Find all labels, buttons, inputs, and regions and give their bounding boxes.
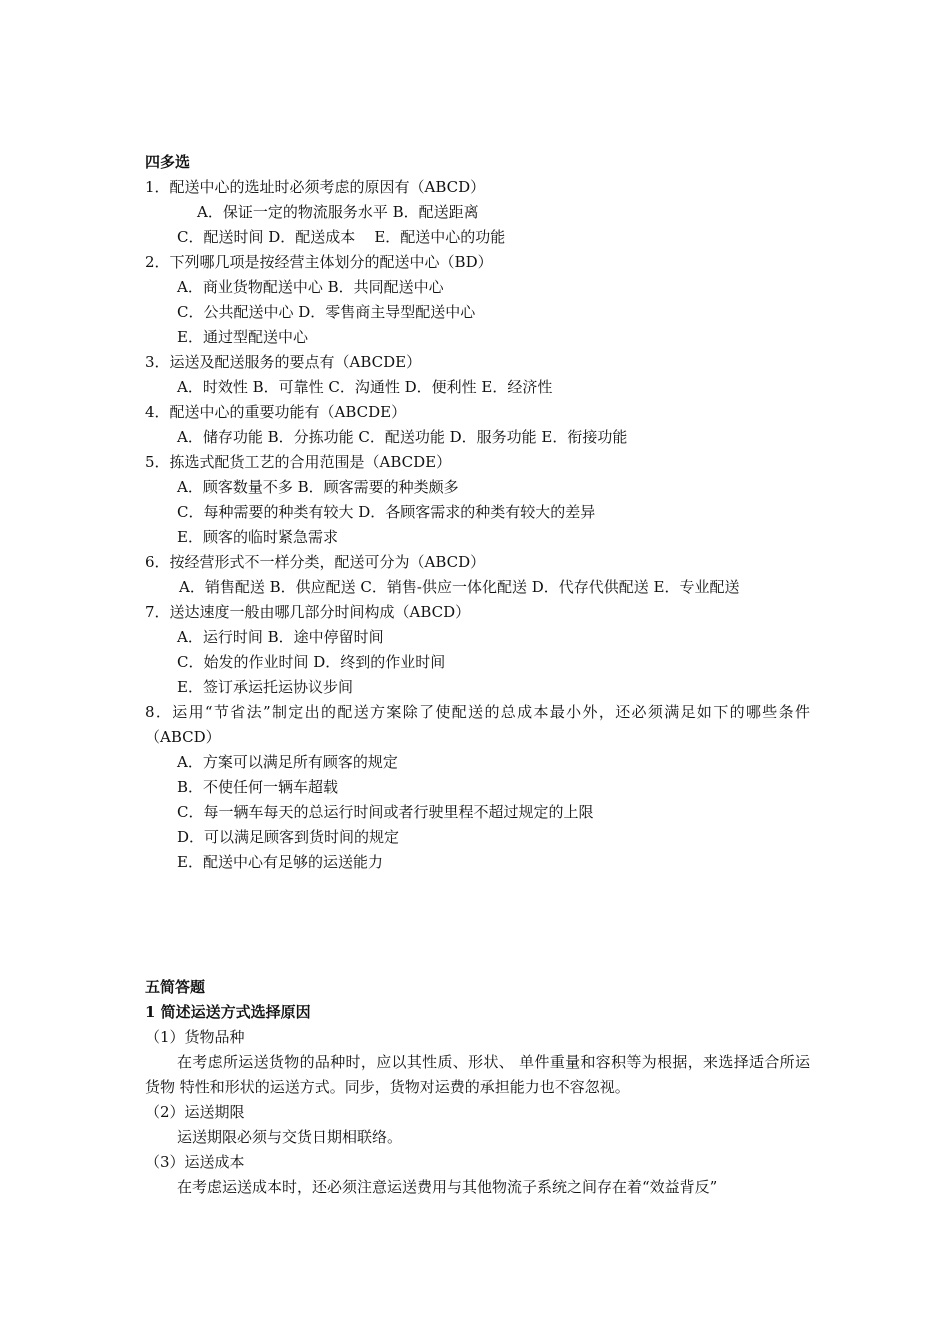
- paragraph: 在考虑所运送货物的品种时，应以其性质、形状、 单件重量和容积等为根据，来选择适合所运货物 特性和形状的运送方式。同步，货物对运费的承担能力也不容忽视。: [145, 1053, 810, 1096]
- question-1: 1．配送中心的选址时必须考虑的原因有（ABCD）: [145, 178, 486, 196]
- section-title: 五简答题: [145, 978, 206, 996]
- option-line: C．始发的作业时间 D．终到的作业时间: [177, 653, 446, 671]
- option-line: E．配送中心有足够的运送能力: [177, 853, 383, 871]
- question-2: 2．下列哪几项是按经营主体划分的配送中心（BD）: [145, 253, 493, 271]
- option-line: A．保证一定的物流服务水平 B．配送距离: [197, 203, 479, 221]
- option-line: C．每一辆车每天的总运行时间或者行驶里程不超过规定的上限: [177, 803, 594, 821]
- option-line: A．顾客数量不多 B．顾客需要的种类颇多: [177, 478, 459, 496]
- option-line: A．商业货物配送中心 B．共同配送中心: [177, 278, 444, 296]
- option-line: C．配送时间 D．配送成本 E．配送中心的功能: [177, 228, 506, 246]
- question-5: 5．拣选式配货工艺的合用范围是（ABCDE）: [145, 453, 452, 471]
- option-line: E．顾客的临时紧急需求: [177, 528, 338, 546]
- subheading: （3）运送成本: [145, 1153, 245, 1171]
- section-title: 四多选: [145, 153, 191, 171]
- subheading: （2）运送期限: [145, 1103, 245, 1121]
- spacer: [145, 875, 810, 975]
- paragraph: 运送期限必须与交货日期相联络。: [177, 1128, 403, 1146]
- option-line: E．通过型配送中心: [177, 328, 308, 346]
- option-line: A．时效性 B．可靠性 C．沟通性 D．便利性 E．经济性: [177, 378, 553, 396]
- option-line: A．运行时间 B．途中停留时间: [177, 628, 384, 646]
- option-line: A．销售配送 B．供应配送 C．销售-供应一体化配送 D．代存代供配送 E．专业配送: [179, 578, 740, 596]
- option-line: C．每种需要的种类有较大 D．各顾客需求的种类有较大的差异: [177, 503, 596, 521]
- paragraph: 在考虑运送成本时，还必须注意运送费用与其他物流子系统之间存在着“效益背反”: [177, 1178, 718, 1196]
- option-line: A．方案可以满足所有顾客的规定: [177, 753, 398, 771]
- option-line: E．签订承运托运协议步间: [177, 678, 353, 696]
- option-line: A．储存功能 B．分拣功能 C．配送功能 D．服务功能 E．衔接功能: [177, 428, 628, 446]
- question-4: 4．配送中心的重要功能有（ABCDE）: [145, 403, 407, 421]
- option-line: D．可以满足顾客到货时间的规定: [177, 828, 400, 846]
- document-page: [145, 150, 810, 1200]
- question-7: 7．送达速度一般由哪几部分时间构成（ABCD）: [145, 603, 471, 621]
- question-title: 1 简述运送方式选择原因: [145, 1003, 311, 1021]
- question-8: 8．运用“节省法”制定出的配送方案除了使配送的总成本最小外，还必须满足如下的哪些条件（ABCD）: [145, 703, 810, 746]
- question-6: 6．按经营形式不一样分类，配送可分为（ABCD）: [145, 553, 486, 571]
- question-3: 3．运送及配送服务的要点有（ABCDE）: [145, 353, 422, 371]
- option-line: C．公共配送中心 D．零售商主导型配送中心: [177, 303, 476, 321]
- subheading: （1）货物品种: [145, 1028, 245, 1046]
- option-line: B．不使任何一辆车超载: [177, 778, 339, 796]
